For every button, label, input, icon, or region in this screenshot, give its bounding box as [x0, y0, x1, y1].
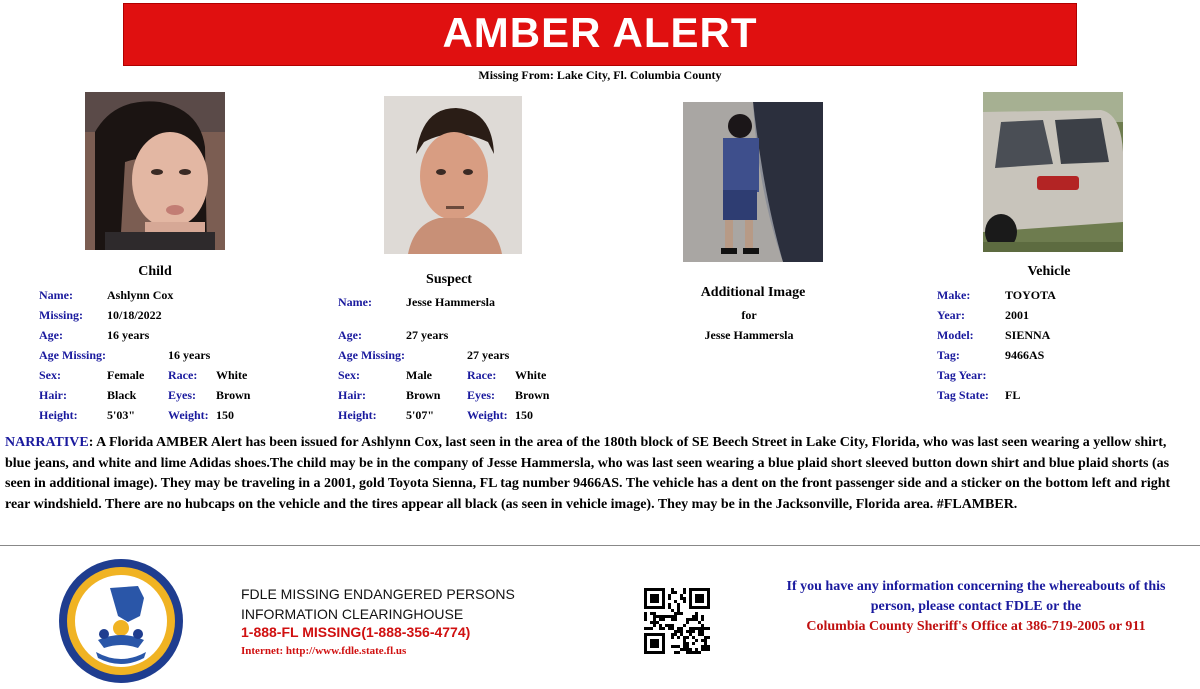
- narrative-label: NARRATIVE: [5, 435, 89, 450]
- alert-title: AMBER ALERT: [442, 9, 758, 56]
- child-weight: 150: [216, 408, 234, 422]
- suspect-sex: Male: [406, 368, 432, 382]
- vehicle-model-label: Model:: [937, 328, 974, 342]
- suspect-hair: Brown: [406, 388, 441, 402]
- narrative-text: : A Florida AMBER Alert has been issued for Ashlynn Cox, last seen in the area of the 180th block of SE Beech Street in Lake City, Florida, who was last seen wearing a yellow shirt, blue jeans, and white and lime Adidas shoes.The child may be in the company of Jesse Hammersla, who was last seen wearing a blue plaid short sleeved button down shirt and blue plaid shorts (as seen in additional image). They may be traveling in a 2001, gold Toyota Sienna, FL tag number 9466AS. The vehicle has a dent on the front passenger side and a sticker on the bottom left and right rear windshield. There are no hubcaps on the vehicle and the tires appear all black (as seen in vehicle image). They may be in the Jacksonville, Florida area. #FLAMBER.: [5, 435, 1171, 512]
- suspect-weight: 150: [515, 408, 533, 422]
- child-name: Ashlynn Cox: [107, 288, 174, 302]
- child-eyes: Brown: [216, 388, 251, 402]
- org-name: [241, 584, 515, 624]
- vehicle-tag-state: FL: [1005, 388, 1021, 402]
- suspect-age-missing-label: Age Missing:: [338, 348, 405, 362]
- child-race: White: [216, 368, 248, 382]
- child-name-label: Name:: [39, 288, 73, 302]
- divider: [0, 545, 1200, 546]
- narrative: [5, 433, 1195, 515]
- org-name-line1: FDLE MISSING ENDANGERED PERSONS: [241, 586, 515, 602]
- suspect-age: 27 years: [406, 328, 449, 342]
- vehicle-tag-state-label: Tag State:: [937, 388, 989, 402]
- additional-for: for: [741, 308, 757, 322]
- child-sex-label: Sex:: [39, 368, 61, 382]
- child-age: 16 years: [107, 328, 150, 342]
- child-missing-label: Missing:: [39, 308, 84, 322]
- contact-line2: person, please contact FDLE or the: [870, 599, 1082, 614]
- vehicle-model: SIENNA: [1005, 328, 1051, 342]
- org-name-line2: INFORMATION CLEARINGHOUSE: [241, 606, 464, 622]
- child-age-missing: 16 years: [168, 348, 211, 362]
- child-caption: Child: [138, 264, 172, 279]
- additional-photo: [683, 102, 823, 262]
- vehicle-year: 2001: [1005, 308, 1029, 322]
- qr-code[interactable]: [644, 588, 710, 654]
- vehicle-tag: 9466AS: [1005, 348, 1045, 362]
- suspect-eyes: Brown: [515, 388, 550, 402]
- additional-name: Jesse Hammersla: [704, 328, 794, 342]
- child-eyes-label: Eyes:: [168, 388, 196, 402]
- vehicle-tag-label: Tag:: [937, 348, 960, 362]
- missing-from-text: Missing From: Lake City, Fl. Columbia County: [478, 68, 722, 82]
- vehicle-caption: Vehicle: [1027, 264, 1071, 279]
- suspect-photo: [384, 96, 522, 254]
- child-weight-label: Weight:: [168, 408, 209, 422]
- org-phone: 1-888-FL MISSING(1-888-356-4774): [241, 624, 471, 640]
- org-internet-link[interactable]: Internet: http://www.fdle.state.fl.us: [241, 645, 407, 657]
- suspect-age-missing: 27 years: [467, 348, 510, 362]
- suspect-hair-label: Hair:: [338, 388, 366, 402]
- suspect-height: 5'07": [406, 408, 434, 422]
- suspect-age-label: Age:: [338, 328, 362, 342]
- suspect-name: Jesse Hammersla: [406, 295, 495, 309]
- contact-info: [760, 577, 1192, 637]
- child-photo: [85, 92, 225, 250]
- suspect-name-label: Name:: [338, 295, 372, 309]
- suspect-height-label: Height:: [338, 408, 377, 422]
- child-height: 5'03": [107, 408, 135, 422]
- clearinghouse-logo: [58, 558, 184, 684]
- suspect-weight-label: Weight:: [467, 408, 508, 422]
- vehicle-tag-year-label: Tag Year:: [937, 368, 987, 382]
- child-hair-label: Hair:: [39, 388, 67, 402]
- child-age-label: Age:: [39, 328, 63, 342]
- suspect-eyes-label: Eyes:: [467, 388, 495, 402]
- vehicle-year-label: Year:: [937, 308, 965, 322]
- contact-line1: If you have any information concerning the whereabouts of this: [786, 579, 1166, 594]
- vehicle-make: TOYOTA: [1005, 288, 1056, 302]
- child-height-label: Height:: [39, 408, 78, 422]
- suspect-caption: Suspect: [426, 272, 472, 287]
- vehicle-make-label: Make:: [937, 288, 971, 302]
- child-race-label: Race:: [168, 368, 198, 382]
- child-sex: Female: [107, 368, 145, 382]
- suspect-race-label: Race:: [467, 368, 497, 382]
- suspect-sex-label: Sex:: [338, 368, 360, 382]
- child-hair: Black: [107, 388, 137, 402]
- suspect-race: White: [515, 368, 547, 382]
- child-age-missing-label: Age Missing:: [39, 348, 106, 362]
- vehicle-photo: [983, 92, 1123, 252]
- contact-line3: Columbia County Sheriff's Office at 386-719-2005 or 911: [806, 619, 1146, 634]
- additional-caption: Additional Image: [700, 285, 806, 300]
- child-missing-date: 10/18/2022: [107, 308, 162, 322]
